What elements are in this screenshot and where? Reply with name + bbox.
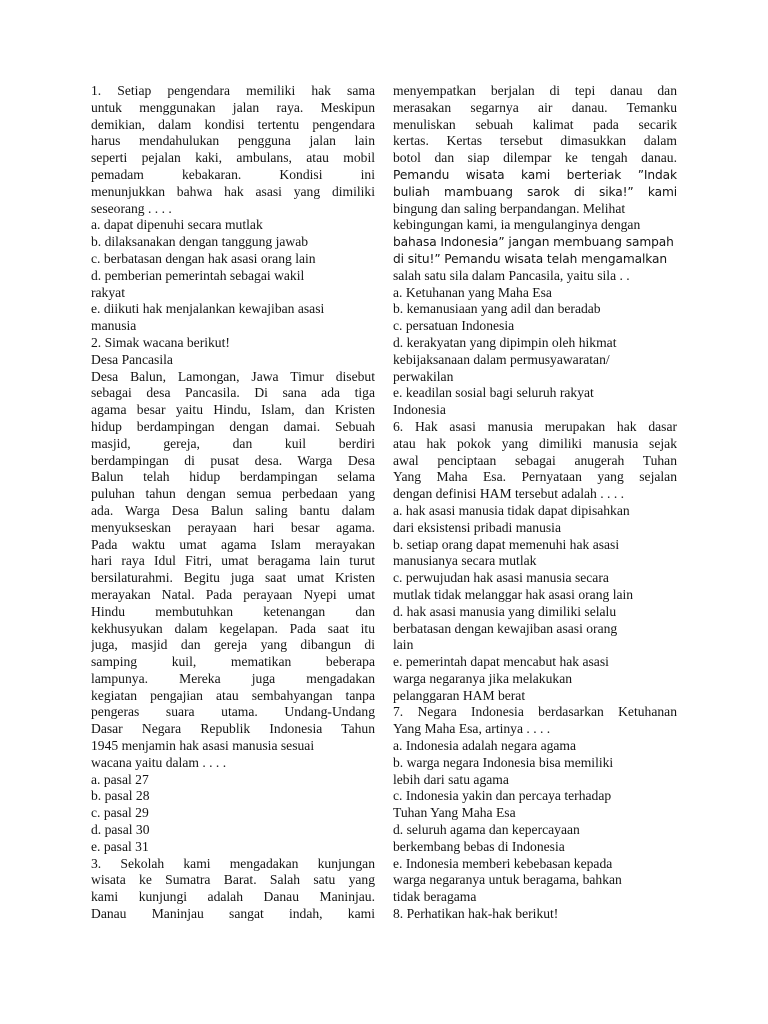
text-line: pengeras suara utama. Undang-Undang xyxy=(91,704,375,720)
question-8 xyxy=(393,906,677,923)
question-7 xyxy=(393,704,677,906)
text-line: botol dan siap dilempar ke tengah danau. xyxy=(393,150,677,166)
question-3-stem xyxy=(91,856,375,923)
text-line: salah satu sila dalam Pancasila, yaitu sila . . xyxy=(393,267,630,283)
text-line: kebingungan kami, ia mengulanginya dengan xyxy=(393,217,641,233)
text-line: Balun telah hidup berdampingan selama xyxy=(91,469,375,485)
text-line: Pemandu wisata kami berteriak ”Indak xyxy=(393,167,677,182)
option-e-continued: pelanggaran HAM berat xyxy=(393,687,526,703)
text-line: bersilaturahmi. Begitu juga saat umat Kristen xyxy=(91,570,375,586)
text-line: kami kunjungi adalah Danau Maninjau. xyxy=(91,889,375,905)
option-a: a. Indonesia adalah negara agama xyxy=(393,738,577,754)
question-3-continued xyxy=(393,83,677,419)
option-c-continued: Tuhan Yang Maha Esa xyxy=(393,805,516,821)
option-e: e. pasal 31 xyxy=(91,838,149,854)
option-d: d. pemberian pemerintah sebagai wakil xyxy=(91,267,305,283)
option-e: e. keadilan sosial bagi seluruh rakyat xyxy=(393,385,594,401)
text-line: ada. Warga Desa Balun saling bantu dalam xyxy=(91,502,375,518)
text-line: Yang Maha Esa. Pernyataan yang sejalan xyxy=(393,469,677,485)
text-line: seseorang . . . . xyxy=(91,200,172,216)
text-line: di situ!” Pemandu wisata telah mengamalkan xyxy=(393,251,668,266)
text-line: merasakan segarnya air danau. Temanku xyxy=(393,99,677,115)
question-3-stem-continued xyxy=(393,83,677,285)
option-b: b. setiap orang dapat memenuhi hak asasi xyxy=(393,536,620,552)
option-d-continued: kebijaksanaan dalam permusyawaratan/ xyxy=(393,351,610,367)
option-b: b. kemanusiaan yang adil dan beradab xyxy=(393,301,601,317)
text-line: wisata ke Sumatra Barat. Salah satu yang xyxy=(91,872,375,888)
text-line: hidup berdampingan dengan damai. Sebuah xyxy=(91,418,375,434)
option-d: d. hak asasi manusia yang dimiliki selalu xyxy=(393,603,617,619)
text-line: harus mendahulukan pengguna jalan lain xyxy=(91,133,375,149)
text-line: masjid, gereja, dan kuil berdiri xyxy=(91,435,375,451)
text-line: merayakan Natal. Pada perayaan Nyepi umat xyxy=(91,586,375,602)
option-d-continued: lain xyxy=(393,637,414,653)
option-a: a. Ketuhanan yang Maha Esa xyxy=(393,284,552,300)
text-line: atau hak pokok yang dimiliki manusia sejak xyxy=(393,435,677,451)
text-line: bahasa Indonesia” jangan membuang sampah xyxy=(393,235,674,250)
option-e-continued: Indonesia xyxy=(393,402,446,418)
option-b: b. pasal 28 xyxy=(91,788,150,804)
question-2-options xyxy=(91,772,375,856)
option-b: b. dilaksanakan dengan tanggung jawab xyxy=(91,234,309,250)
text-line: seperti pejalan kaki, ambulans, atau mobil xyxy=(91,150,375,166)
text-line: juga, masjid dan gereja yang dibangun di xyxy=(91,637,375,653)
question-8-stem: 8. Perhatikan hak-hak berikut! xyxy=(393,906,559,922)
option-e: e. diikuti hak menjalankan kewajiban asasi xyxy=(91,301,325,317)
text-line: Hindu membutuhkan ketenangan dan xyxy=(91,603,375,619)
text-line: bingung dan saling berpandangan. Melihat xyxy=(393,200,626,216)
option-e-continued: warga negaranya jika melakukan xyxy=(393,670,573,686)
text-line: demikian, dalam kondisi tertentu pengendara xyxy=(91,116,375,132)
text-line: hari raya Idul Fitri, umat beragama lain turut xyxy=(91,553,375,569)
text-line: Danau Maninjau sangat indah, kami xyxy=(91,906,375,922)
text-line: kekhusyukan dalam kegelapan. Pada saat itu xyxy=(91,620,375,636)
option-d-continued: rakyat xyxy=(91,284,125,300)
text-line: lampunya. Mereka juga mengadakan xyxy=(91,670,375,686)
question-2-stem xyxy=(91,335,375,772)
option-b-continued: lebih dari satu agama xyxy=(393,771,509,787)
option-d-continued: berkembang bebas di Indonesia xyxy=(393,838,565,854)
option-a: a. pasal 27 xyxy=(91,771,149,787)
text-line: menyempatkan berjalan di tepi danau dan xyxy=(393,83,677,98)
text-line: awal penciptaan sebagai anugerah Tuhan xyxy=(393,452,677,468)
text-line: Yang Maha Esa, artinya . . . . xyxy=(393,721,551,737)
text-line: 1945 menjamin hak asasi manusia sesuai xyxy=(91,738,315,754)
question-6 xyxy=(393,419,677,705)
text-line: 1. Setiap pengendara memiliki hak sama xyxy=(91,83,375,98)
option-c: c. perwujudan hak asasi manusia secara xyxy=(393,570,609,586)
text-line: berdampingan di pusat desa. Warga Desa xyxy=(91,452,375,468)
option-e-continued: manusia xyxy=(91,318,137,334)
question-2 xyxy=(91,335,375,856)
left-column xyxy=(91,83,375,923)
option-d: d. seluruh agama dan kepercayaan xyxy=(393,822,580,838)
option-a: a. hak asasi manusia tidak dapat dipisahkan xyxy=(393,502,630,518)
option-e: e. pemerintah dapat mencabut hak asasi xyxy=(393,654,609,670)
text-line: Pada waktu umat agama Islam merayakan xyxy=(91,536,375,552)
text-line: pemadam kebakaran. Kondisi ini xyxy=(91,166,375,182)
text-line: kertas. Kertas tersebut dimasukkan dalam xyxy=(393,133,677,149)
text-line: Desa Balun, Lamongan, Jawa Timur disebut xyxy=(91,368,375,384)
question-1-options xyxy=(91,217,375,335)
option-b-continued: manusianya secara mutlak xyxy=(393,553,537,569)
passage-title: Desa Pancasila xyxy=(91,351,173,367)
text-line: sebagai desa Pancasila. Di sana ada tiga xyxy=(91,385,375,401)
question-3 xyxy=(91,856,375,923)
text-line: menuliskan sebuah kalimat pada secarik xyxy=(393,116,677,132)
question-1 xyxy=(91,83,375,335)
option-d: d. kerakyatan yang dipimpin oleh hikmat xyxy=(393,334,617,350)
question-2-instruction: 2. Simak wacana berikut! xyxy=(91,334,230,350)
question-7-stem xyxy=(393,704,677,738)
option-e-continued: tidak beragama xyxy=(393,889,477,905)
option-c-continued: mutlak tidak melanggar hak asasi orang lain xyxy=(393,586,634,602)
option-c: c. persatuan Indonesia xyxy=(393,318,515,334)
text-line: menyukseskan perayaan hari besar agama. xyxy=(91,519,375,535)
option-d-continued: perwakilan xyxy=(393,368,454,384)
text-line: kegiatan pengajian atau sembahyangan tanpa xyxy=(91,687,375,703)
text-line: 6. Hak asasi manusia merupakan hak dasar xyxy=(393,418,677,434)
text-line: samping kuil, mematikan beberapa xyxy=(91,654,375,670)
question-6-stem xyxy=(393,419,677,503)
question-7-options xyxy=(393,738,677,906)
option-a: a. dapat dipenuhi secara mutlak xyxy=(91,217,263,233)
text-line: buliah mambuang sarok di sika!” kami xyxy=(393,184,677,199)
text-line: menunjukkan bahwa hak asasi yang dimiliki xyxy=(91,183,375,199)
option-c: c. Indonesia yakin dan percaya terhadap xyxy=(393,788,612,804)
text-line: dengan definisi HAM tersebut adalah . . . . xyxy=(393,486,625,502)
question-6-options xyxy=(393,503,677,705)
option-c: c. berbatasan dengan hak asasi orang lain xyxy=(91,250,316,266)
text-line: 3. Sekolah kami mengadakan kunjungan xyxy=(91,855,375,871)
option-a-continued: dari eksistensi pribadi manusia xyxy=(393,519,561,535)
option-e: e. Indonesia memberi kebebasan kepada xyxy=(393,855,613,871)
option-b: b. warga negara Indonesia bisa memiliki xyxy=(393,754,614,770)
right-column xyxy=(393,83,677,923)
text-line: 7. Negara Indonesia berdasarkan Ketuhanan xyxy=(393,704,677,720)
option-c: c. pasal 29 xyxy=(91,805,149,821)
text-line: puluhan tahun dengan semua perbedaan yang xyxy=(91,486,375,502)
question-1-stem xyxy=(91,83,375,217)
option-d: d. pasal 30 xyxy=(91,822,150,838)
option-d-continued: berbatasan dengan kewajiban asasi orang xyxy=(393,620,618,636)
text-line: Dasar Negara Republik Indonesia Tahun xyxy=(91,721,375,737)
text-line: agama besar yaitu Hindu, Islam, dan Kristen xyxy=(91,402,375,418)
text-line: untuk menggunakan jalan raya. Meskipun xyxy=(91,99,375,115)
question-3-options xyxy=(393,285,677,419)
option-e-continued: warga negaranya untuk beragama, bahkan xyxy=(393,872,622,888)
text-line: wacana yaitu dalam . . . . xyxy=(91,754,227,770)
